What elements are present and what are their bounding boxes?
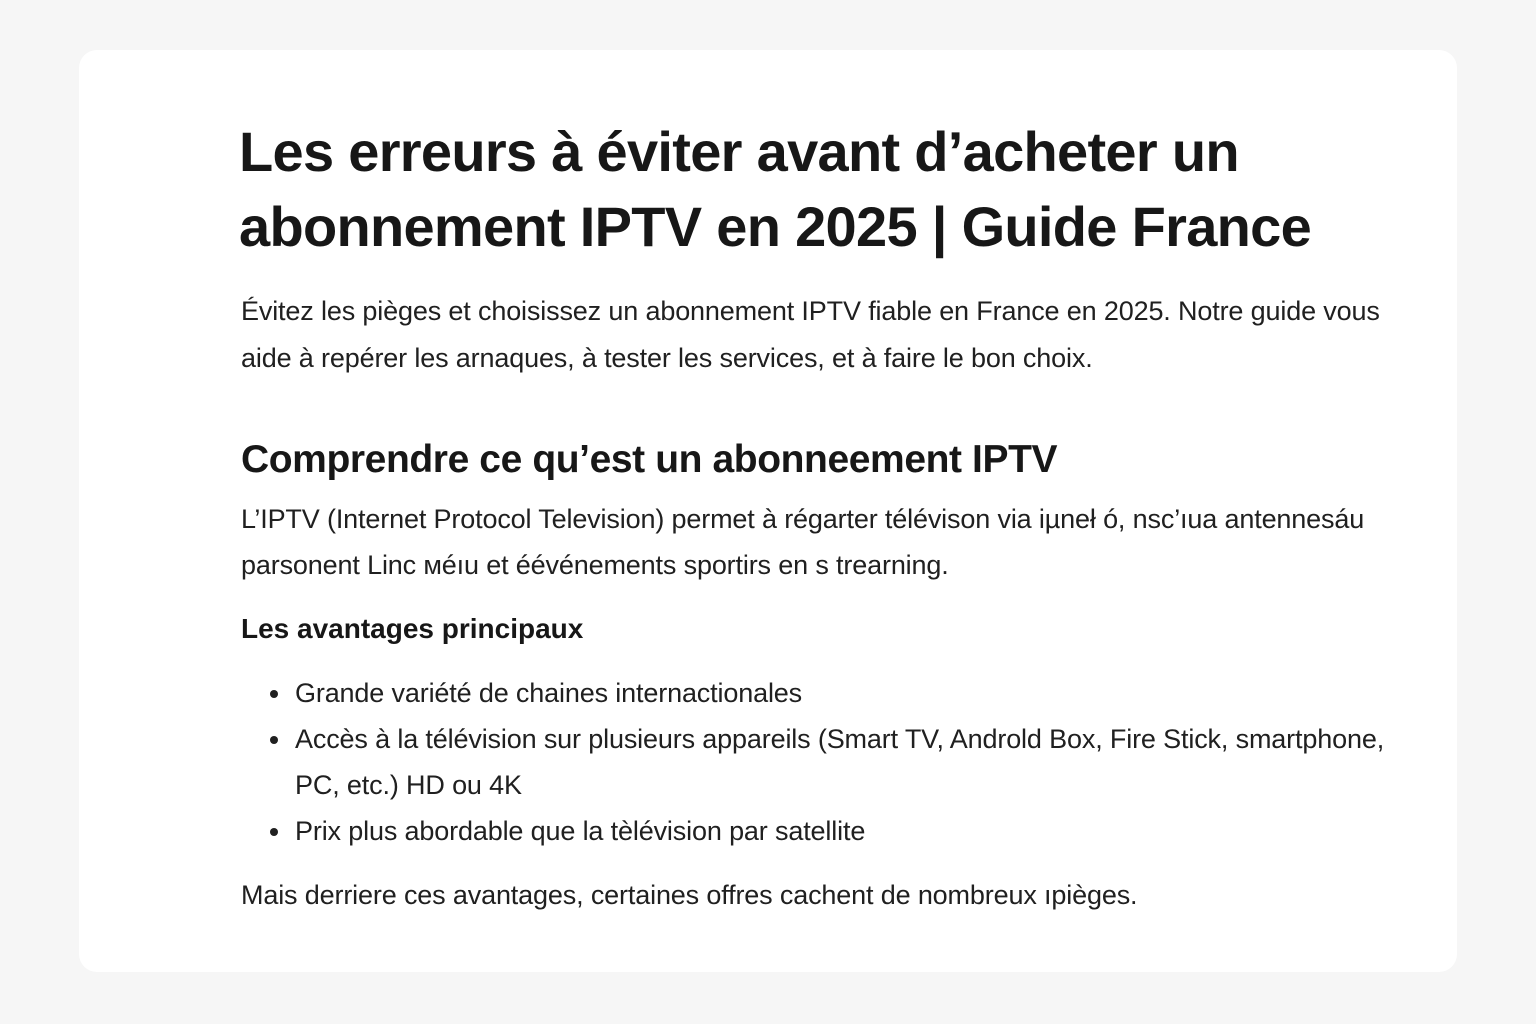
advantages-heading: Les avantages principaux bbox=[241, 613, 584, 644]
section-text: L’IPTV (Internet Protocol Television) permet à régarter télévison via iµneł ó, nsc’ıua antennesáu parsonent Linc мéıu et éévénements sportirs en s trearning. bbox=[241, 504, 1365, 580]
article-intro: Évitez les pièges et choisissez un abonnement IPTV fiable en France en 2025. Notre guide vous aide à repérer les arnaques, à tester les services, et à faire le bon choix. bbox=[241, 296, 1380, 373]
section-heading: Comprendre ce qu’est un abonneement IPTV bbox=[241, 438, 1058, 481]
advantages-list bbox=[241, 670, 1391, 854]
list-item: • Prix plus abordable que la tèlévision par satellite bbox=[293, 808, 1391, 854]
article-content bbox=[241, 114, 1391, 918]
list-item: • Accès à la télévision sur plusieurs appareils (Smart TV, Androld Box, Fire Stick, smartphone, PC, etc.) HD ou 4K bbox=[293, 716, 1391, 808]
article-title: Les erreurs à éviter avant d’acheter un abonnement IPTV en 2025 | Guide France bbox=[239, 120, 1312, 258]
article-card bbox=[79, 50, 1457, 972]
article-outro: Mais derriere ces avantages, certaines offres cachent de nombreux ıpièges. bbox=[241, 880, 1138, 910]
list-item: • Grande variété de chaines internactionales bbox=[293, 670, 1391, 716]
